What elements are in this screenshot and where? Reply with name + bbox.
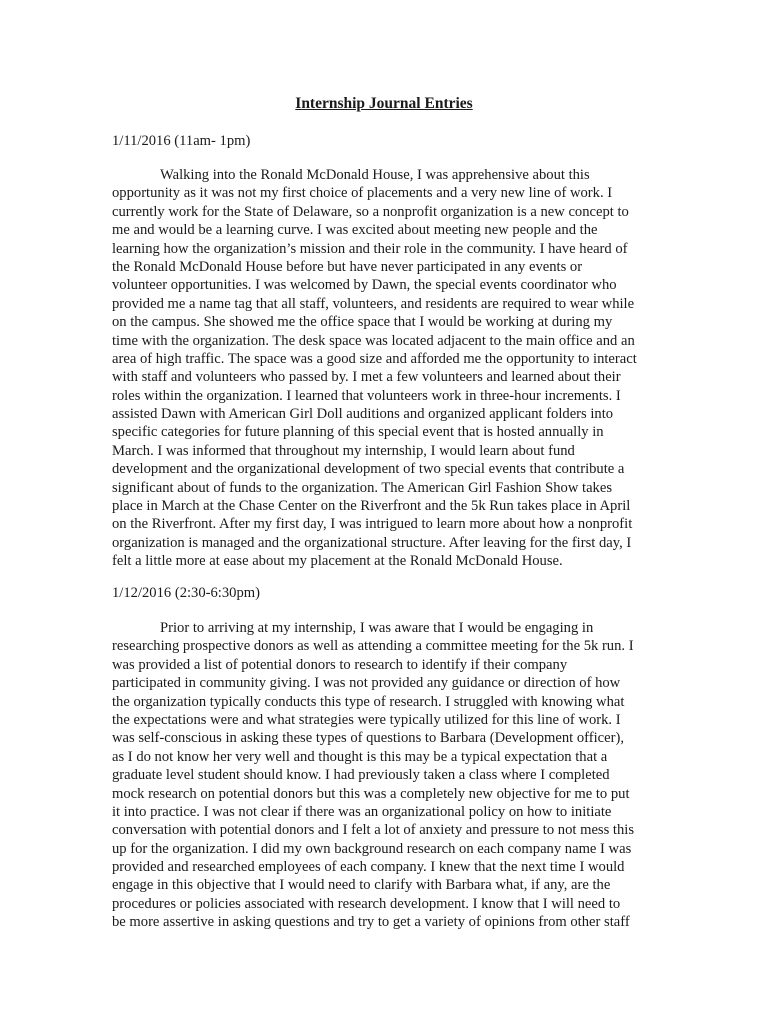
entry-line: researching prospective donors as well as attending a committee meeting for the 5k run. I [112, 638, 634, 655]
entry-line: provided me a name tag that all staff, volunteers, and residents are required to wear while [112, 295, 635, 312]
entry-line: up for the organization. I did my own background research on each company name I was [112, 840, 632, 857]
entry-line: procedures or policies associated with research development. I know that I will need to [112, 895, 621, 912]
entry-line: March. I was informed that throughout my internship, I would learn about fund [112, 442, 575, 459]
entry-line: the Ronald McDonald House before but have never participated in any events or [112, 258, 583, 275]
entry-line: on the campus. She showed me the office space that I would be working at during my [112, 314, 613, 331]
entry-line: assisted Dawn with American Girl Doll auditions and organized applicant folders into [112, 406, 614, 423]
entry-line: participated in community giving. I was not provided any guidance or direction of how [112, 675, 621, 692]
entry-line: significant about of funds to the organization. The American Girl Fashion Show takes [112, 479, 613, 496]
entry-line: mock research on potential donors but this was a completely new objective for me to put [112, 785, 630, 802]
entry-date: 1/12/2016 (2:30-6:30pm) [112, 585, 260, 601]
entry-line: was provided a list of potential donors to research to identify if their company [112, 656, 568, 673]
entry-line: time with the organization. The desk space was located adjacent to the main office and an [112, 332, 635, 349]
entry-line: organization is managed and the organizational structure. After leaving for the first day, I [112, 534, 632, 551]
entry-body [112, 166, 672, 571]
entry-line: volunteer opportunities. I was welcomed by Dawn, the special events coordinator who [112, 277, 617, 294]
entry-line: the organization typically conducts this type of research. I struggled with knowing what [112, 693, 625, 710]
entry-line: place in March at the Chase Center on the Riverfront and the 5k Run takes place in April [112, 498, 631, 515]
entry-line: conversation with potential donors and I felt a lot of anxiety and pressure to not mess this [112, 822, 635, 839]
entry-line: as I do not know her very well and thought is this may be a typical expectation that a [112, 748, 608, 765]
entry-line: Prior to arriving at my internship, I was aware that I would be engaging in [160, 620, 594, 636]
document-title: Internship Journal Entries [295, 95, 473, 112]
entry-line: was self-conscious in asking these types of questions to Barbara (Development officer), [112, 730, 624, 747]
entry-line: roles within the organization. I learned that volunteers work in three-hour increments. I [112, 387, 621, 404]
entry-line: the expectations were and what strategies were typically utilized for this line of work. I [112, 711, 621, 728]
entry-line: with staff and volunteers who passed by. I met a few volunteers and learned about their [112, 369, 621, 386]
entry-body [112, 619, 672, 932]
entry-line: development and the organizational development of two special events that contribute a [112, 461, 625, 478]
entry-line: learning how the organization’s mission and their role in the community. I have heard of [112, 240, 628, 257]
entry-line: opportunity as it was not my first choice of placements and a very new line of work. I [112, 185, 613, 202]
entry-line: currently work for the State of Delaware, so a nonprofit organization is a new concept to [112, 203, 629, 220]
entry-line: engage in this objective that I would need to clarify with Barbara what, if any, are the [112, 877, 611, 894]
entry-line: area of high traffic. The space was a good size and afforded me the opportunity to interact [112, 350, 637, 367]
entry-line: provided and researched employees of each company. I knew that the next time I would [112, 859, 625, 876]
entry-line: graduate level student should know. I had previously taken a class where I completed [112, 767, 610, 784]
entry-line: be more assertive in asking questions and try to get a variety of opinions from other staff [112, 914, 630, 931]
entry-line: on the Riverfront. After my first day, I was intrigued to learn more about how a nonprofit [112, 516, 633, 533]
entry-date: 1/11/2016 (11am- 1pm) [112, 133, 251, 149]
entry-line: it into practice. I was not clear if there was an organizational policy on how to initiate [112, 803, 612, 820]
entry-line: Walking into the Ronald McDonald House, I was apprehensive about this [160, 167, 590, 183]
entry-line: specific categories for future planning of this special event that is hosted annually in [112, 424, 604, 441]
entry-line: felt a little more at ease about my placement at the Ronald McDonald House. [112, 553, 563, 570]
entry-line: me and would be a learning curve. I was excited about meeting new people and the [112, 222, 598, 239]
